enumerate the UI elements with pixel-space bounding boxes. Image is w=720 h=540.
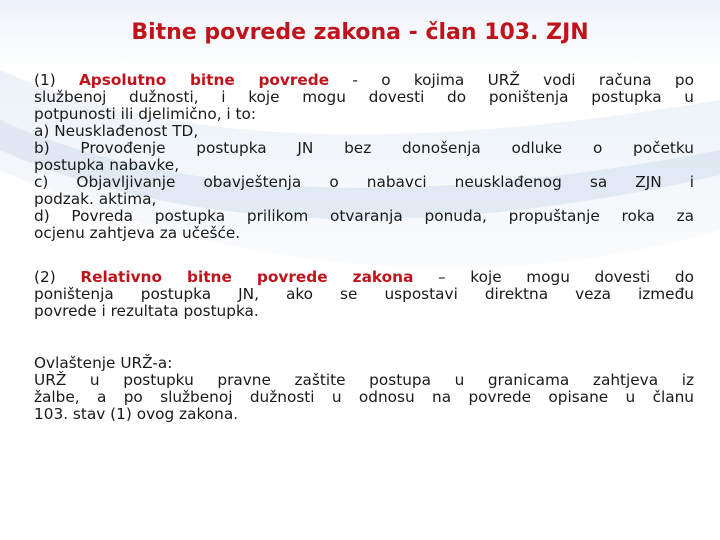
list-item-d: d) Povreda postupka prilikom otvaranja ponuda, propuštanje roka za bbox=[34, 207, 694, 225]
section-2-first-line: (2) Relativno bitne povrede zakona – koje mogu dovesti do bbox=[34, 268, 695, 286]
list-item-b: b) Provođenje postupka JN bez donošenja odluke o početku bbox=[34, 139, 694, 157]
section-3-heading: Ovlaštenje URŽ-a: bbox=[34, 354, 173, 372]
section-1-line: službenoj dužnosti, i koje mogu dovesti do poništenja postupka u bbox=[34, 88, 694, 106]
list-item-a: a) Neusklađenost TD, bbox=[34, 122, 199, 140]
section-absolute-violations bbox=[34, 72, 694, 242]
list-item-c: c) Objavljivanje obavještenja o nabavci neusklađenog sa ZJN i bbox=[34, 173, 694, 191]
slide-title: Bitne povrede zakona - član 103. ZJN bbox=[131, 20, 589, 45]
section-urz-authority bbox=[34, 355, 694, 423]
section-3-line: 103. stav (1) ovog zakona. bbox=[34, 405, 239, 423]
term-relativno-bitne-povrede: Relativno bitne povrede zakona bbox=[80, 268, 414, 286]
section-2-line: povrede i rezultata postupka. bbox=[34, 302, 259, 320]
term-absolutno-bitne-povrede: Apsolutno bitne povrede bbox=[78, 71, 330, 89]
section-2-line: poništenja postupka JN, ako se uspostavi direktna veza između bbox=[34, 285, 694, 303]
list-item-b-continued: postupka nabavke, bbox=[34, 156, 180, 174]
list-item-c-continued: podzak. aktima, bbox=[34, 190, 157, 208]
list-item-d-continued: ocjenu zahtjeva za učešće. bbox=[34, 224, 241, 242]
section-1-line: potpunosti ili djelimično, i to: bbox=[34, 105, 257, 123]
slide-body bbox=[34, 72, 694, 423]
section-1-first-line: (1) Apsolutno bitne povrede - o kojima URŽ vodi računa po bbox=[34, 71, 695, 89]
section-3-line: žalbe, a po službenoj dužnosti u odnosu na povrede opisane u članu bbox=[34, 388, 694, 406]
section-relative-violations bbox=[34, 269, 694, 320]
section-3-line: URŽ u postupku pravne zaštite postupa u granicama zahtjeva iz bbox=[34, 371, 694, 389]
